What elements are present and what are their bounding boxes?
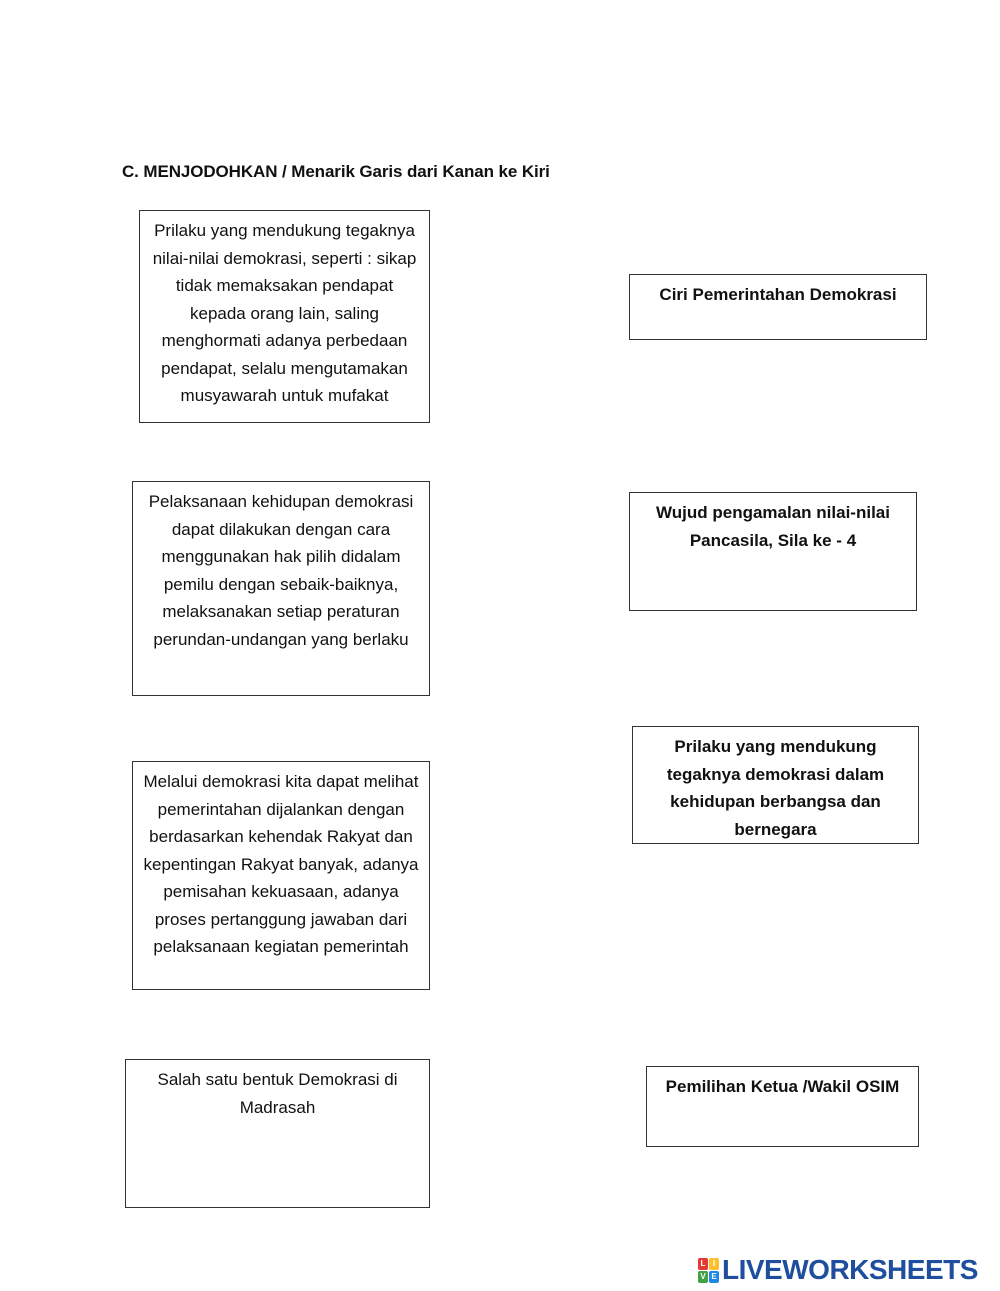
left-statement-box-3[interactable]: Melalui demokrasi kita dapat melihat pemerintahan dijalankan dengan berdasarkan kehendak Rakyat dan kepentingan Rakyat banyak, adanya pemisahan kekuasaan, adanya proses pertanggung jawaban dari pelaksanaan kegiatan pemerintah [132,761,430,990]
liveworksheets-logo [698,1254,978,1285]
logo-letter: E [709,1271,719,1283]
logo-wordmark: LIVEWORKSHEETS [722,1254,978,1285]
right-answer-box-4[interactable]: Pemilihan Ketua /Wakil OSIM [646,1066,919,1147]
logo-letter: I [709,1258,719,1270]
left-statement-box-2[interactable]: Pelaksanaan kehidupan demokrasi dapat dilakukan dengan cara menggunakan hak pilih didalam pemilu dengan sebaik-baiknya, melaksanakan setiap peraturan perundan-undangan yang berlaku [132,481,430,696]
left-statement-box-4[interactable]: Salah satu bentuk Demokrasi di Madrasah [125,1059,430,1208]
logo-letter: V [698,1271,708,1283]
left-statement-box-1[interactable]: Prilaku yang mendukung tegaknya nilai-nilai demokrasi, seperti : sikap tidak memaksakan pendapat kepada orang lain, saling menghormati adanya perbedaan pendapat, selalu mengutamakan musyawarah untuk mufakat [139,210,430,423]
right-answer-box-3[interactable]: Prilaku yang mendukung tegaknya demokrasi dalam kehidupan berbangsa dan bernegara [632,726,919,844]
right-answer-box-2[interactable]: Wujud pengamalan nilai-nilai Pancasila, Sila ke - 4 [629,492,917,611]
liveworksheets-logo-icon [698,1258,719,1283]
logo-letter: L [698,1258,708,1270]
right-answer-box-1[interactable]: Ciri Pemerintahan Demokrasi [629,274,927,340]
section-title: C. MENJODOHKAN / Menarik Garis dari Kanan ke Kiri [122,162,550,181]
